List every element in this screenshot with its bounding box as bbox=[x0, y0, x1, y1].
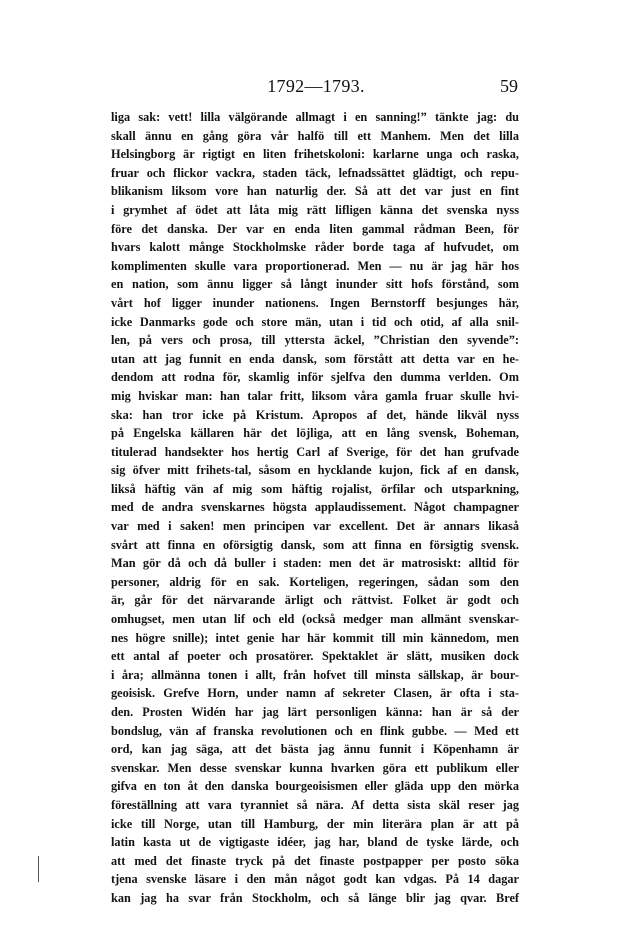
text-line: Helsingborg är rigtigt en liten frihetskoloni: karlarne unga och raska, bbox=[111, 147, 519, 162]
text-line: utan att jag funnit en enda dansk, som förstått att detta var en he- bbox=[111, 351, 519, 366]
text-line: är, går för det närvarande ärligt och rättvist. Folket är godt och bbox=[111, 593, 519, 608]
text-line: omhugset, men utan lif och eld (också medger man allmänt svenskar- bbox=[111, 612, 519, 627]
text-line: personer, aldrig för en sak. Korteligen, regeringen, sådan som den bbox=[111, 574, 519, 589]
text-line: latin kasta ut de vigtigaste idéer, jag har, bland de tyske lärde, och bbox=[111, 835, 519, 850]
text-line: icke till Norge, utan till Hamburg, der min literära plan är att på bbox=[111, 816, 519, 831]
text-line: skall ännu en gång göra vår halfö till ett Manhem. Men det lilla bbox=[111, 128, 519, 143]
text-line: vårt hof ligger inunder nationens. Ingen Bernstorff besjunges här, bbox=[111, 295, 519, 310]
text-line: bondslug, vän af franska revolutionen och en flink gubbe. — Med ett bbox=[111, 723, 519, 738]
text-line: föreställning att vara tyranniet så nära. Af detta sista skäl reser jag bbox=[111, 797, 519, 812]
text-line: liga sak: vett! lilla välgörande allmagt i en sanning!” tänkte jag: du bbox=[111, 110, 519, 124]
text-line: fruar och flickor vackra, staden täck, lefnadssättet glädtigt, och repu- bbox=[111, 165, 519, 180]
text-line: likså häftig vän af mig som häftig rojalist, örfilar och utsparkning, bbox=[111, 481, 519, 496]
chapter-years-title: 1792—1793. bbox=[267, 76, 365, 96]
text-line: var med i saken! men principen var excellent. Det är annars likaså bbox=[111, 519, 519, 534]
text-line: med de andra svenskarnes högsta applaudissement. Något champagner bbox=[111, 500, 519, 515]
text-line: hvars kalott månge Stockholmske råder borde taga af hufvudet, om bbox=[111, 240, 519, 255]
text-line: Man gör då och då buller i staden: men det är matrosiskt: alltid för bbox=[111, 556, 519, 571]
text-line: nes högre snille); intet genie har här kommit till min kännedom, men bbox=[111, 630, 519, 645]
text-line: svenskar. Men desse svenskar kunna hvarken göra ett publikum eller bbox=[111, 760, 519, 775]
text-line: i åra; allmänna tonen i allt, från hofvet till minsta sällskap, är bour- bbox=[111, 667, 519, 682]
text-line: mig hviskar man: han talar fritt, liksom våra gamla fruar skulle hvi- bbox=[111, 388, 519, 403]
text-line: tjena svenske läsare i den mån något godt kan vdgas. På 14 dagar bbox=[111, 872, 519, 887]
text-line: i grymhet af ödet att låta mig rätt lifligen känna det svenska nyss bbox=[111, 202, 519, 217]
text-line: icke Danmarks gode och store män, utan i tid och otid, af alla snil- bbox=[111, 314, 519, 329]
text-line: ord, kan jag säga, att det bästa jag ännu funnit i Köpenhamn är bbox=[111, 742, 519, 757]
text-line: ska: han tror icke på Kristum. Apropos af det, hände likväl nyss bbox=[111, 407, 519, 422]
text-line: geoisisk. Grefve Horn, under namn af sekreter Clasen, är ofta i sta- bbox=[111, 686, 519, 701]
text-line: före det danska. Der var en enda liten gammal rådman Been, för bbox=[111, 221, 519, 236]
running-header bbox=[114, 76, 518, 98]
page-number: 59 bbox=[500, 76, 518, 96]
text-line: på Engelska källaren här det löjliga, att en lång svensk, Boheman, bbox=[111, 426, 519, 441]
text-line: kan jag ha svar från Stockholm, och så länge blir jag qvar. Bref bbox=[111, 890, 519, 905]
text-line: gifva en ton åt den danska bourgeoisismen eller gläda upp den mörka bbox=[111, 779, 519, 794]
page-body-text bbox=[111, 108, 519, 908]
text-line: dendom att rodna för, skamlig inför sjelfva den dumma verlden. Om bbox=[111, 370, 519, 385]
text-line: len, på vers och prosa, till yttersta äckel, ”Christian den syvende”: bbox=[111, 333, 519, 348]
text-line: titulerad handsekter hos hertig Carl af Sverige, för det han grufvade bbox=[111, 444, 519, 459]
text-line: svårt att finna en oförsigtig dansk, som att finna en försigtig svensk. bbox=[111, 537, 519, 552]
text-line: sig öfver mitt frihets-tal, såsom en hycklande kujon, fick af en dansk, bbox=[111, 463, 519, 478]
text-line: ett antal af poeter och prosatörer. Spektaklet är slätt, musiken dock bbox=[111, 649, 519, 664]
text-line: blikanism liksom vore han naturlig der. Så att det var just en fint bbox=[111, 184, 519, 199]
margin-pencil-mark bbox=[38, 856, 39, 882]
text-line: en nation, som ännu ligger så långt inunder sitt hofs förstånd, som bbox=[111, 277, 519, 292]
text-line: komplimenten skulle vara proportionerad. Men — nu är jag här hos bbox=[111, 258, 519, 273]
text-line: att med det finaste tryck på det finaste postpapper per posto söka bbox=[111, 853, 519, 868]
text-line: den. Prosten Widén har jag lärt personligen känna: han är så der bbox=[111, 705, 519, 719]
